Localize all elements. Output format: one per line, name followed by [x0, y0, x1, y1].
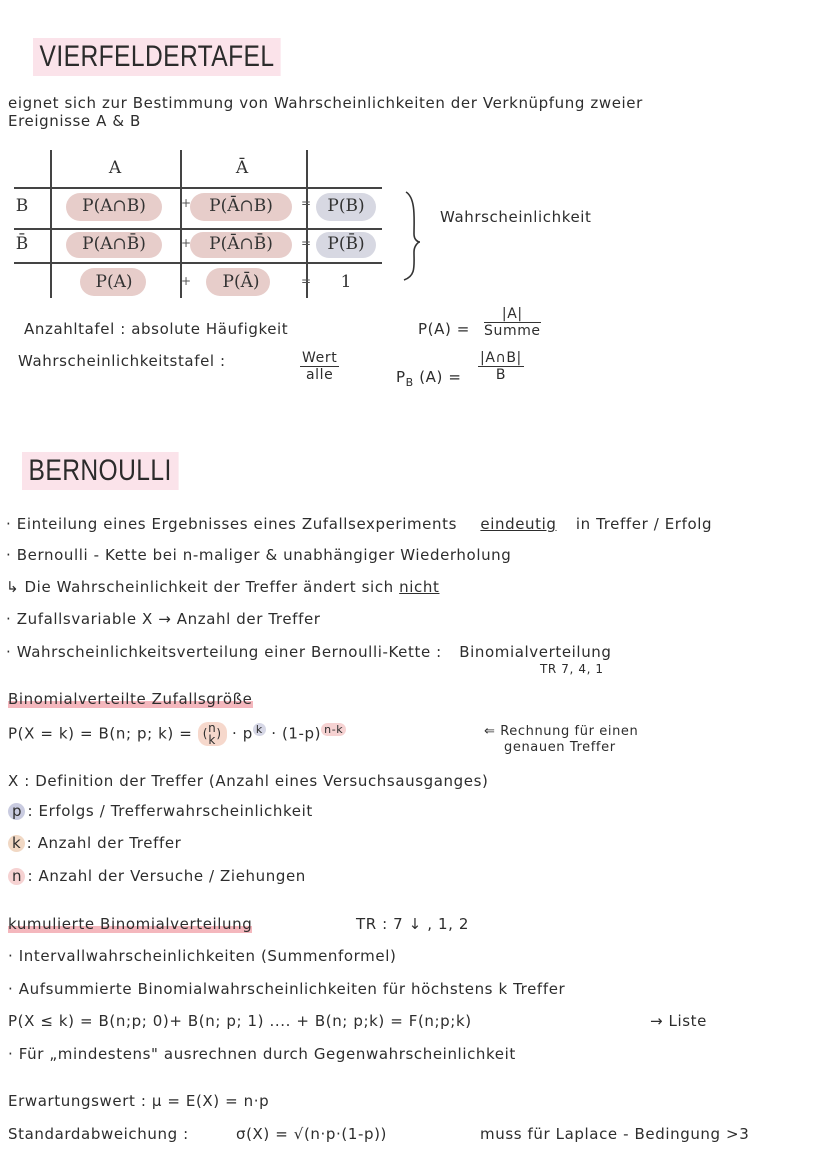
fraction-pa: |A| Summe — [484, 306, 541, 339]
def-n: n : Anzahl der Versuche / Ziehungen — [12, 867, 306, 885]
bullet-wahrsch: ↳ Die Wahrscheinlichkeit der Treffer ändert sich nicht — [6, 578, 440, 596]
cell-nota-notb: P(Ā∩B̄) — [209, 234, 273, 254]
binom-heading: Binomialverteilte Zufallsgröße — [8, 690, 253, 708]
vierfeld-desc-2: Ereignisse A & B — [8, 112, 141, 130]
equals-sign: = — [301, 196, 312, 210]
std-formula: σ(X) = √(n·p·(1-p)) — [236, 1125, 387, 1143]
binom-formula: P(X = k) = B(n; p; k) = ( n k ) · p $^k$ · (1-p) $^{n-k}$ — [8, 722, 346, 746]
cell-a-notb: P(A∩B̄) — [82, 234, 146, 254]
brace-label: Wahrscheinlichkeit — [440, 208, 592, 226]
pba-label: $P_B$ (A) = — [396, 368, 462, 389]
plus-sign: + — [181, 236, 192, 250]
kum-heading: kumulierte Binomialverteilung — [8, 915, 253, 933]
kum-liste: → Liste — [650, 1012, 707, 1030]
curly-brace-icon — [400, 190, 424, 282]
erwartungswert: Erwartungswert : μ = E(X) = n·p — [8, 1092, 270, 1110]
equals-sign: = — [301, 236, 312, 250]
bullet-verteilung: · Wahrscheinlichkeitsverteilung einer Bernoulli-Kette : Binomialverteilung — [6, 643, 612, 661]
fraction-wert-alle: Wert alle — [302, 350, 338, 383]
anzahltafel-line: Anzahltafel : absolute Häufigkeit — [24, 320, 289, 338]
cell-a-b: P(A∩B) — [82, 196, 146, 216]
plus-sign: + — [181, 196, 192, 210]
std-label: Standardabweichung : — [8, 1125, 189, 1143]
bullet-zufallsvariable: · Zufallsvariable X → Anzahl der Treffer — [6, 610, 321, 628]
bullet-einteilung: · Einteilung eines Ergebnisses eines Zufallsexperiments eindeutig in Treffer / Erfolg — [6, 515, 713, 533]
note-line-2: genauen Treffer — [504, 740, 616, 755]
tr-note: TR 7, 4, 1 — [540, 662, 604, 676]
cell-nota-total: P(Ā) — [222, 272, 260, 292]
col-header-a: A — [108, 158, 122, 178]
plus-sign: + — [181, 274, 192, 288]
bullet-kette: · Bernoulli - Kette bei n-maliger & unabhängiger Wiederholung — [6, 546, 512, 564]
cell-nota-b: P(Ā∩B) — [209, 196, 273, 216]
kum-formula: P(X ≤ k) = B(n;p; 0)+ B(n; p; 1) .... + B(n; p;k) = F(n;p;k) — [8, 1012, 472, 1030]
vierfeld-desc-1: eignet sich zur Bestimmung von Wahrscheinlichkeiten der Verknüpfung zweier — [8, 94, 643, 112]
cell-grand-total: 1 — [340, 272, 352, 292]
cell-notb-total: P(B̄) — [327, 234, 365, 254]
cell-b-total: P(B) — [327, 196, 365, 216]
def-k: k : Anzahl der Treffer — [12, 834, 182, 852]
kum-bullet-3: · Für „mindestens" ausrechnen durch Gegenwahrscheinlichkeit — [8, 1045, 516, 1063]
row-header-not-b: B̄ — [15, 234, 29, 254]
laplace-note: muss für Laplace - Bedingung >3 — [480, 1125, 750, 1143]
pa-label: P(A) = — [418, 320, 470, 338]
col-header-not-a: Ā — [235, 158, 249, 178]
def-x: X : Definition der Treffer (Anzahl eines Versuchsausganges) — [8, 772, 489, 790]
fraction-pba: $\frac{|A\cap B|}{B}$ — [480, 350, 522, 383]
equals-sign: = — [301, 274, 312, 288]
bernoulli-title: BERNOULLI — [22, 452, 178, 490]
def-p: p : Erfolgs / Trefferwahrscheinlichkeit — [12, 802, 313, 820]
cell-a-total: P(A) — [95, 272, 133, 292]
wahrsch-tafel-line: Wahrscheinlichkeitstafel : — [18, 352, 226, 370]
kum-bullet-2: · Aufsummierte Binomialwahrscheinlichkeiten für höchstens k Treffer — [8, 980, 566, 998]
vierfeld-title: VIERFELDERTAFEL — [33, 38, 281, 76]
kum-bullet-1: · Intervallwahrscheinlichkeiten (Summenformel) — [8, 947, 397, 965]
note-line-1: ⇐ Rechnung für einen — [484, 724, 639, 739]
row-header-b: B — [15, 196, 29, 216]
kum-tr: TR : 7 ↓ , 1, 2 — [356, 915, 469, 933]
